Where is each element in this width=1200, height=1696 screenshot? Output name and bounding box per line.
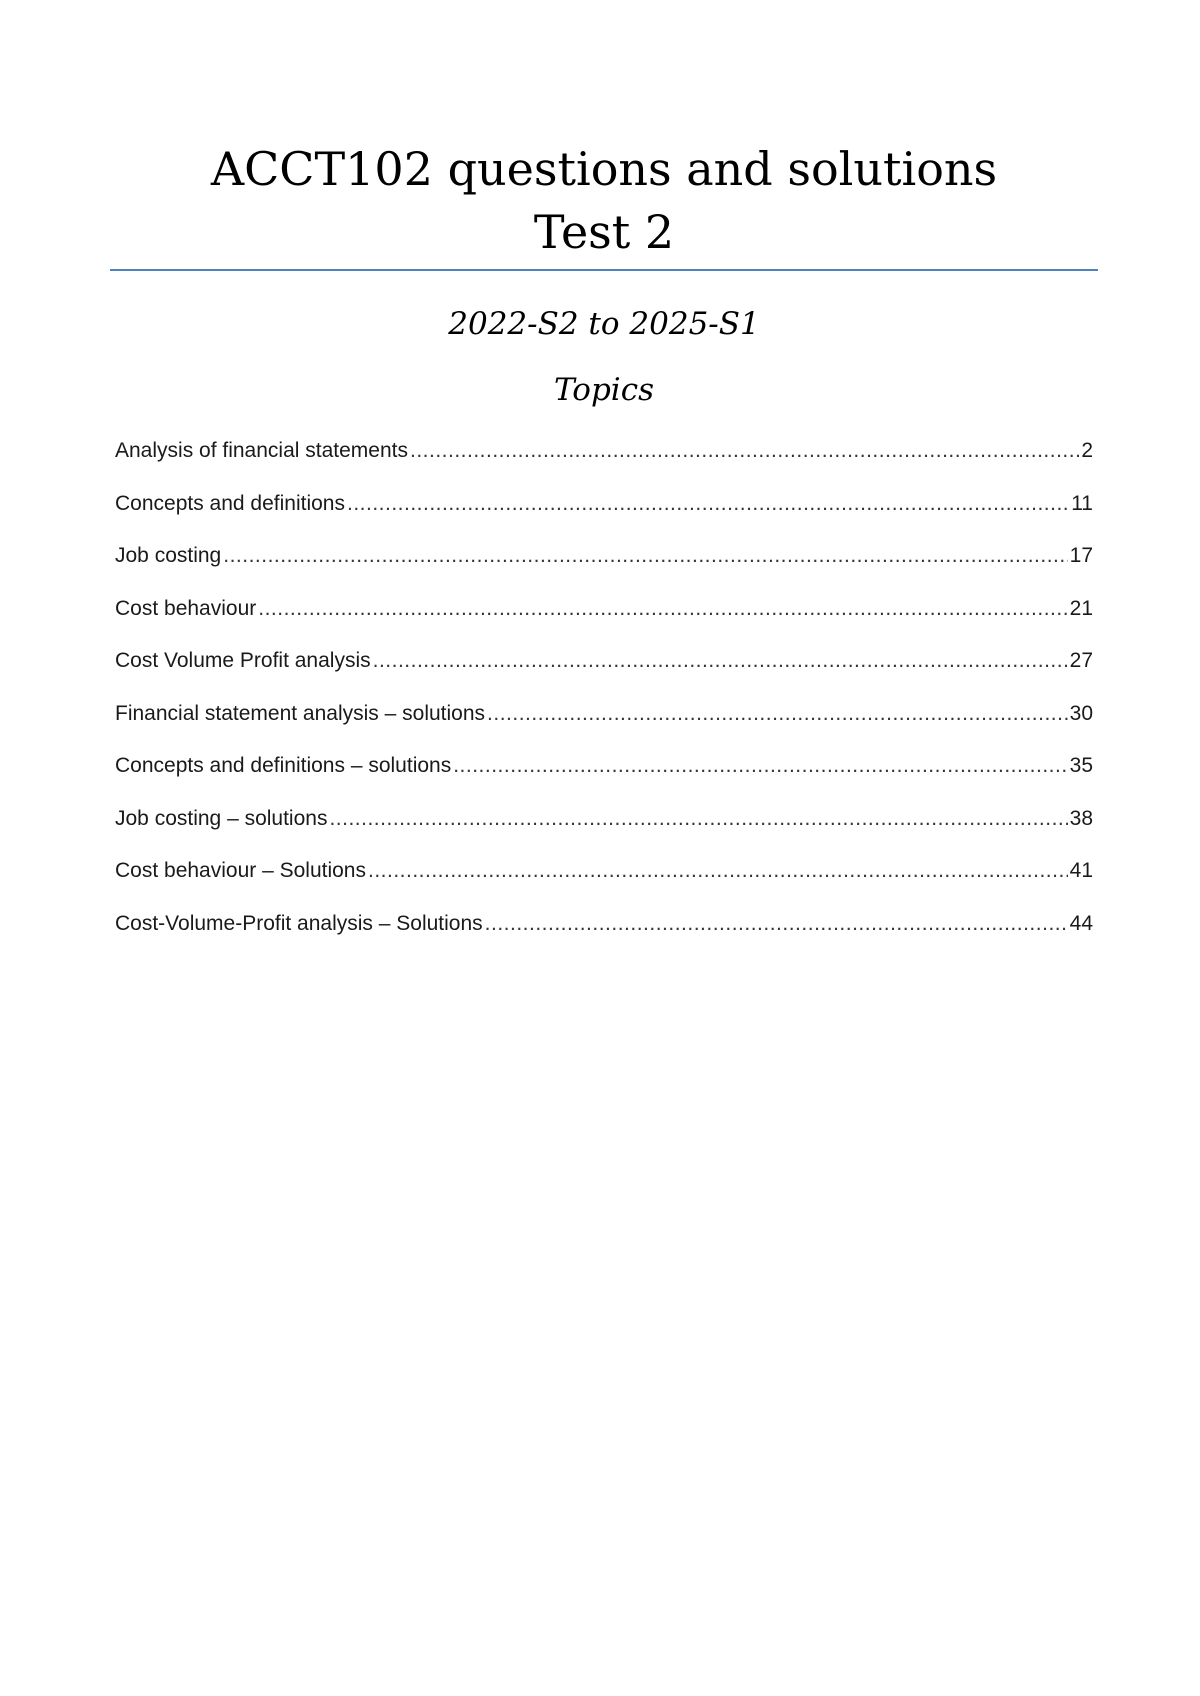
toc-entry-label: Job costing – solutions [115,806,328,830]
toc-entry-page-number: 27 [1069,649,1093,672]
toc-dot-leader [258,596,1067,622]
toc-entry-cost-volume-profit-analysis[interactable] [115,648,1093,701]
toc-dot-leader [373,648,1068,674]
toc-entry-job-costing-solutions[interactable] [115,806,1093,859]
toc-entry-concepts-and-definitions-solutions[interactable] [115,753,1093,806]
toc-dot-leader [487,701,1068,727]
toc-dot-leader [347,491,1069,517]
toc-entry-analysis-of-financial-statements[interactable] [115,438,1093,491]
toc-entry-label: Analysis of financial statements [115,439,408,462]
toc-entry-cost-volume-profit-analysis-solutions[interactable] [115,911,1093,964]
toc-entry-label: Financial statement analysis – solutions [115,701,486,725]
toc-entry-page-number: 17 [1069,544,1093,567]
toc-dot-leader [329,806,1067,832]
toc-dot-leader [368,858,1068,884]
toc-entry-label: Cost-Volume-Profit analysis – Solutions [115,911,483,935]
toc-entry-page-number: 30 [1069,701,1093,725]
toc-entry-label: Job costing [115,544,222,567]
topics-heading: Topics [554,372,654,408]
toc-entry-label: Cost behaviour – Solutions [115,859,366,882]
title-line-course: ACCT102 questions and solutions [210,142,998,196]
title-divider [110,269,1098,271]
toc-entry-label: Cost behaviour [115,596,257,620]
toc-dot-leader [453,753,1067,779]
toc-entry-job-costing[interactable] [115,543,1093,596]
toc-entry-cost-behaviour-solutions[interactable] [115,858,1093,911]
toc-entry-label: Cost Volume Profit analysis [115,649,371,672]
toc-entry-page-number: 11 [1071,491,1093,515]
document-subtitle: 2022-S2 to 2025-S1 [448,306,760,342]
title-line-test: Test 2 [533,205,675,259]
toc-entry-page-number: 38 [1069,806,1093,830]
toc-entry-page-number: 21 [1069,596,1093,620]
toc-entry-page-number: 41 [1069,859,1093,882]
toc-entry-cost-behaviour[interactable] [115,596,1093,649]
toc-entry-page-number: 35 [1069,754,1093,777]
toc-entry-concepts-and-definitions[interactable] [115,491,1093,544]
toc-dot-leader [410,438,1079,464]
toc-entry-financial-statement-analysis-solutions[interactable] [115,701,1093,754]
document-title [110,138,1098,264]
toc-dot-leader [223,543,1067,569]
toc-entry-label: Concepts and definitions – solutions [115,754,452,777]
toc-entry-page-number: 44 [1069,911,1093,935]
toc-dot-leader [485,911,1068,937]
toc-entry-label: Concepts and definitions [115,491,345,515]
toc-entry-page-number: 2 [1081,439,1093,462]
table-of-contents [115,438,1093,963]
